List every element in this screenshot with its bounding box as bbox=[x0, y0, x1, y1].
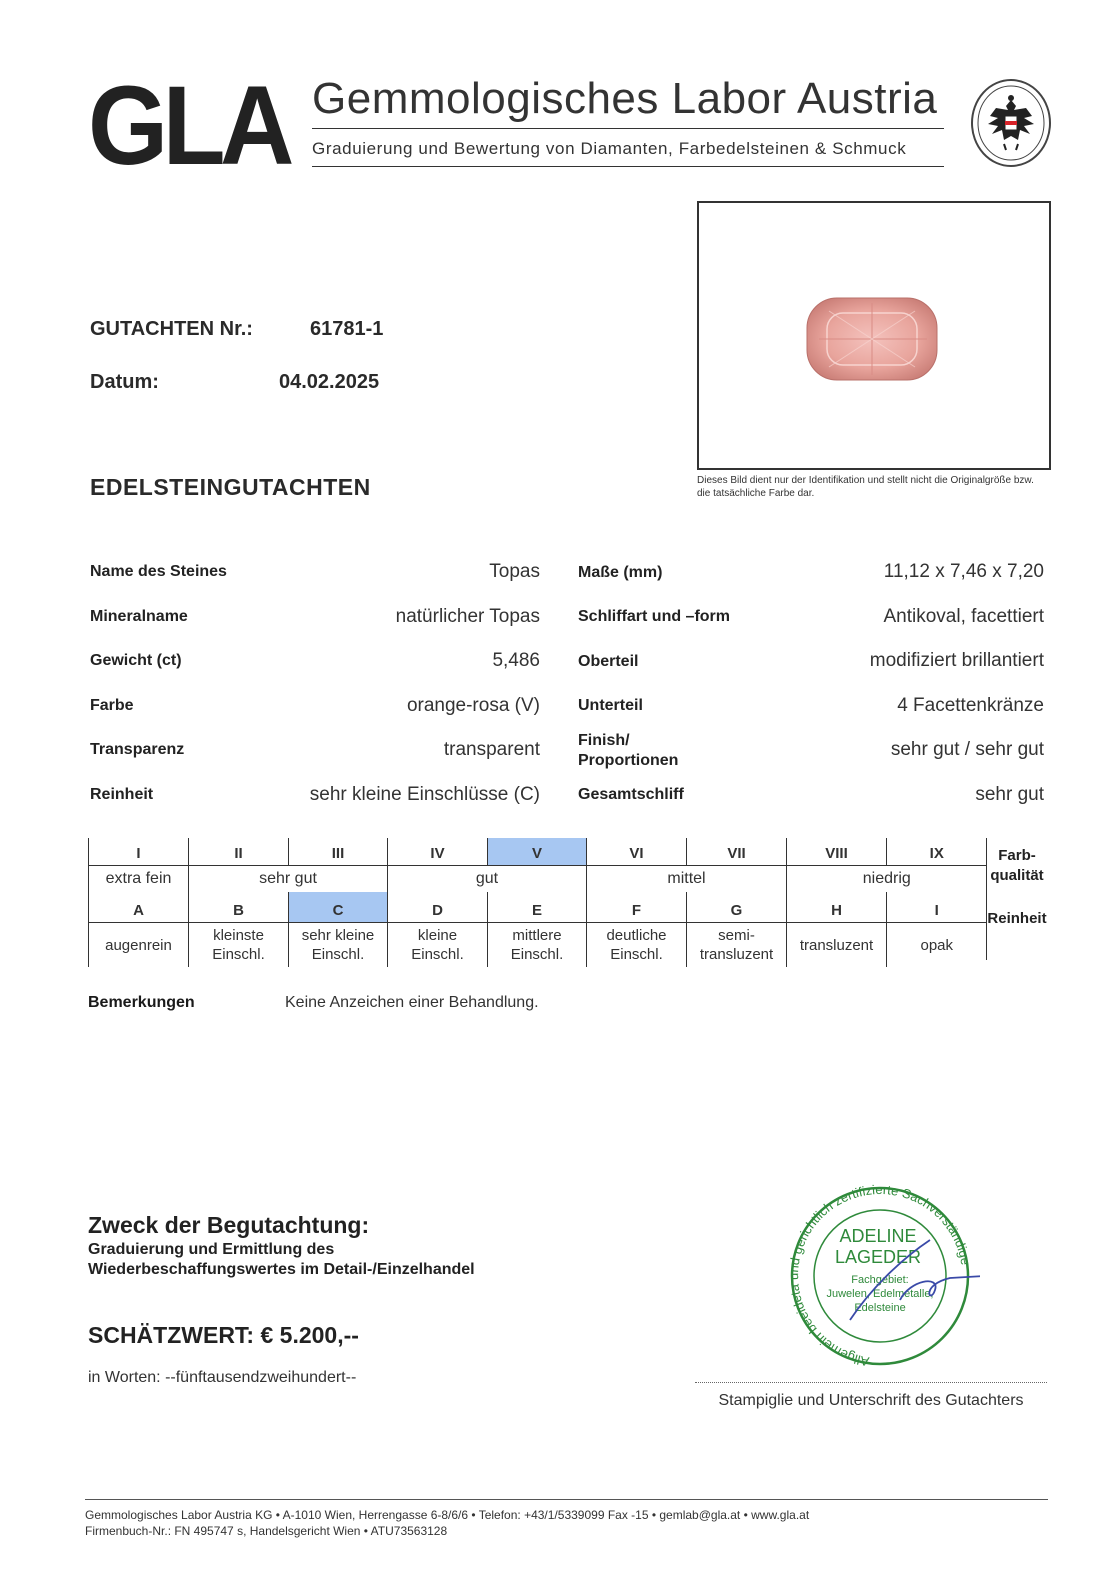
prop-value: transparent bbox=[443, 739, 540, 760]
prop-label: Gewicht (ct) bbox=[90, 652, 182, 669]
prop-label-line2: Proportionen bbox=[578, 752, 679, 769]
clarity-desc-cell: semi- transluzent bbox=[687, 923, 787, 968]
prop-label: Gesamtschliff bbox=[578, 786, 684, 803]
prop-value: sehr gut bbox=[975, 784, 1044, 805]
certificate-number: 61781-1 bbox=[310, 318, 384, 340]
prop-label: Farbe bbox=[90, 697, 134, 714]
color-grade-cell: III bbox=[289, 838, 388, 866]
clarity-grade-cell: G bbox=[687, 892, 787, 923]
clarity-desc-cell: augenrein bbox=[89, 923, 189, 968]
clarity-desc-cell: kleine Einschl. bbox=[388, 923, 488, 968]
prop-value: 4 Facettenkränze bbox=[897, 695, 1044, 716]
stamp-ring-text: Allgemein beeideta und gerichtlich zertifizierte Sachverständige bbox=[786, 1181, 974, 1370]
clarity-desc-cell: deutliche Einschl. bbox=[587, 923, 687, 968]
purpose-title: Zweck der Begutachtung: bbox=[88, 1212, 370, 1238]
clarity-grade-cell: A bbox=[89, 892, 189, 923]
stamp-field1: Fachgebiet: bbox=[851, 1274, 909, 1286]
color-grade-cell: VIII bbox=[787, 838, 887, 866]
stamp-field2: Juwelen, Edelmetalle, bbox=[826, 1288, 934, 1300]
stamp-name1: ADELINE bbox=[839, 1226, 917, 1246]
color-desc-cell: niedrig bbox=[787, 866, 987, 893]
clarity-desc-cell: sehr kleine Einschl. bbox=[289, 923, 388, 968]
prop-value: sehr kleine Einschlüsse (C) bbox=[309, 784, 540, 805]
prop-label: Unterteil bbox=[578, 697, 643, 714]
color-desc-cell: extra fein bbox=[89, 866, 189, 893]
color-grade-cell: VI bbox=[587, 838, 687, 866]
prop-label: Transparenz bbox=[90, 741, 185, 758]
color-desc-cell: gut bbox=[388, 866, 587, 893]
prop-label: Name des Steines bbox=[90, 563, 227, 580]
signature-line bbox=[695, 1382, 1047, 1383]
prop-value: natürlicher Topas bbox=[395, 606, 540, 627]
valuation bbox=[88, 1322, 359, 1349]
color-grade-row bbox=[89, 838, 987, 866]
color-desc-cell: sehr gut bbox=[189, 866, 388, 893]
color-grade-cell: IV bbox=[388, 838, 488, 866]
footer-divider bbox=[85, 1499, 1048, 1500]
clarity-grade-cell: E bbox=[488, 892, 587, 923]
date-value: 04.02.2025 bbox=[279, 371, 380, 393]
prop-value: 5,486 bbox=[492, 650, 540, 671]
clarity-grade-cell: F bbox=[587, 892, 687, 923]
date-label: Datum: bbox=[90, 371, 159, 393]
valuation-label: SCHÄTZWERT: bbox=[88, 1322, 255, 1348]
prop-label: Reinheit bbox=[90, 786, 154, 803]
prop-label: Maße (mm) bbox=[578, 564, 663, 581]
stamp-field3: Edelsteine bbox=[854, 1302, 906, 1314]
footer-line1: Gemmologisches Labor Austria KG • A-1010 Wien, Herrengasse 6-8/6/6 • Telefon: +43/1/5339099 Fax -15 • gemlab@gla.at • www.gla.at bbox=[85, 1508, 810, 1522]
clarity-grade-cell: H bbox=[787, 892, 887, 923]
gla-logo: GLA bbox=[88, 63, 289, 188]
prop-value: sehr gut / sehr gut bbox=[890, 739, 1044, 760]
signature-caption: Stampiglie und Unterschrift des Gutachters bbox=[718, 1392, 1024, 1409]
prop-label: Schliffart und –form bbox=[578, 608, 731, 625]
clarity-desc-cell: opak bbox=[887, 923, 987, 968]
prop-value: orange-rosa (V) bbox=[406, 695, 540, 716]
photo-disclaimer: Dieses Bild dient nur der Identifikation und stellt nicht die Originalgröße bzw. die tatsächliche Farbe dar. bbox=[697, 475, 1034, 499]
prop-label: Finish/ bbox=[578, 732, 630, 749]
stone-photo bbox=[699, 203, 1049, 468]
prop-value: modifiziert brillantiert bbox=[869, 650, 1044, 671]
austrian-eagle-seal-icon bbox=[970, 78, 1052, 168]
clarity-desc-cell: transluzent bbox=[787, 923, 887, 968]
color-grade-cell: II bbox=[189, 838, 289, 866]
remarks-label: Bemerkungen bbox=[88, 994, 195, 1011]
clarity-grade-cell: I bbox=[887, 892, 987, 923]
prop-value: Topas bbox=[489, 561, 540, 582]
color-quality-label: Farb- qualität bbox=[990, 847, 1044, 884]
clarity-label: Reinheit bbox=[987, 910, 1047, 927]
certificate-number-label: GUTACHTEN Nr.: bbox=[90, 318, 253, 340]
clarity-desc-cell: kleinste Einschl. bbox=[189, 923, 289, 968]
color-desc-row bbox=[89, 866, 987, 893]
document-title: EDELSTEINGUTACHTEN bbox=[90, 474, 371, 500]
stone-photo-frame bbox=[697, 201, 1051, 470]
prop-value: Antikoval, facettiert bbox=[883, 606, 1044, 627]
color-desc-cell: mittel bbox=[587, 866, 787, 893]
clarity-grade-cell-selected: C bbox=[289, 892, 388, 923]
prop-value: 11,12 x 7,46 x 7,20 bbox=[883, 561, 1044, 582]
prop-label: Mineralname bbox=[90, 608, 188, 625]
expert-stamp bbox=[780, 1180, 980, 1370]
remarks-text: Keine Anzeichen einer Behandlung. bbox=[285, 994, 539, 1011]
clarity-grade-cell: D bbox=[388, 892, 488, 923]
valuation-amount: € 5.200,-- bbox=[260, 1322, 359, 1348]
footer-line2: Firmenbuch-Nr.: FN 495747 s, Handelsgericht Wien • ATU73563128 bbox=[85, 1524, 448, 1538]
prop-label: Oberteil bbox=[578, 653, 639, 670]
footer bbox=[85, 1507, 809, 1539]
header-divider-top bbox=[312, 128, 944, 129]
color-grade-cell: I bbox=[89, 838, 189, 866]
lab-subtitle: Graduierung und Bewertung von Diamanten, Farbedelsteinen & Schmuck bbox=[312, 139, 907, 158]
purpose-text: Graduierung und Ermittlung des Wiederbeschaffungswertes im Detail-/Einzelhandel bbox=[88, 1241, 475, 1278]
lab-name: Gemmologisches Labor Austria bbox=[312, 74, 938, 123]
color-grade-cell-selected: V bbox=[488, 838, 587, 866]
clarity-desc-row bbox=[89, 923, 987, 968]
color-grade-cell: VII bbox=[687, 838, 787, 866]
grading-table bbox=[88, 838, 987, 967]
header-divider-bottom bbox=[312, 166, 944, 167]
clarity-grade-cell: B bbox=[189, 892, 289, 923]
clarity-desc-cell: mittlere Einschl. bbox=[488, 923, 587, 968]
color-grade-cell: IX bbox=[887, 838, 987, 866]
clarity-grade-row bbox=[89, 892, 987, 923]
stamp-name2: LAGEDER bbox=[834, 1247, 922, 1267]
valuation-words: in Worten: --fünftausendzweihundert-- bbox=[88, 1369, 357, 1386]
